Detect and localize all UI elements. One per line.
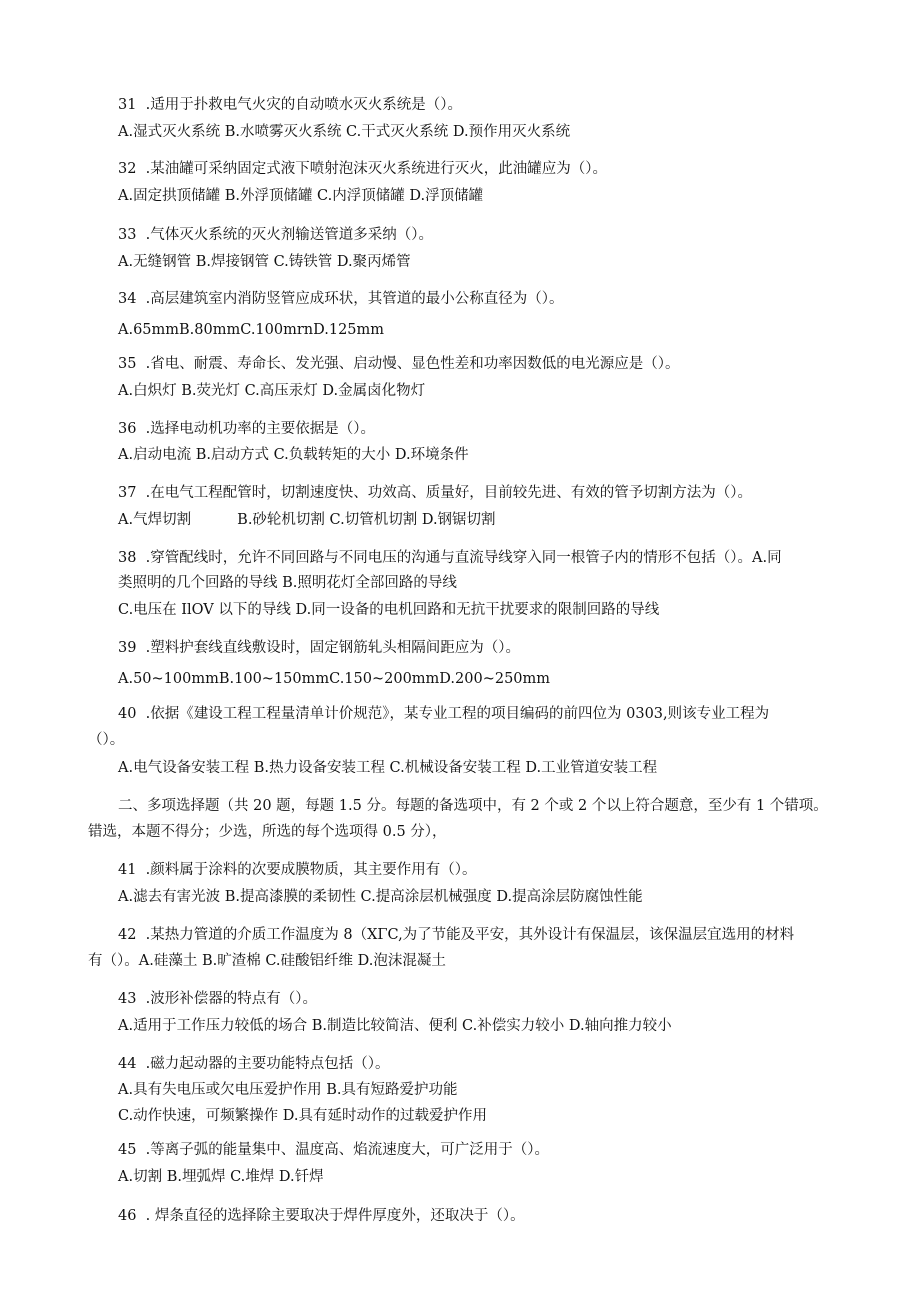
question-options: A.启动电流 B.启动方式 C.负载转矩的大小 D.环境条件	[118, 447, 469, 463]
question-options: A.滤去有害光波 B.提高漆膜的柔韧性 C.提高涂层机械强度 D.提高涂层防腐蚀性能	[118, 889, 643, 905]
question-stem: 40 .依据《建设工程工程量清单计价规范》，某专业工程的项目编码的前四位为 0303,则该专业工程为	[118, 706, 770, 722]
question-options: A.切割 B.埋弧焊 C.堆焊 D.钎焊	[118, 1169, 324, 1185]
question-options: C.动作快速，可频繁操作 D.具有延时动作的过载爱护作用	[118, 1108, 488, 1124]
question-stem: 39 .塑料护套线直线敷设时，固定钢筋轧头相隔间距应为（）。	[118, 640, 521, 656]
question-options: A.电气设备安装工程 B.热力设备安装工程 C.机械设备安装工程 D.工业管道安装工程	[118, 760, 658, 776]
question-stem: 46 . 焊条直径的选择除主要取决于焊件厚度外，还取决于（）。	[118, 1208, 525, 1224]
question-options: A.无缝钢管 B.焊接钢管 C.铸铁管 D.聚丙烯管	[118, 254, 411, 270]
question-options: C.电压在 IlOV 以下的导线 D.同一设备的电机回路和无抗干扰要求的限制回路的导线	[118, 602, 660, 618]
question-options: A.50~100mmB.100~150mmC.150~200mmD.200~250mm	[118, 671, 551, 687]
question-options: A.湿式灭火系统 B.水喷雾灭火系统 C.干式灭火系统 D.预作用灭火系统	[118, 124, 571, 140]
question-options: A.65mmB.80mmC.100mrnD.125mm	[118, 322, 385, 338]
question-stem-continued: 有（）。A.硅藻土 B.旷渣棉 C.硅酸铝纤维 D.泡沫混凝土	[88, 953, 446, 969]
question-options: A.适用于工作压力较低的场合 B.制造比较简洁、便利 C.补偿实力较小 D.轴向推力较小	[118, 1018, 672, 1034]
section-heading: 二、多项选择题（共 20 题，每题 1.5 分。每题的备选项中，有 2 个或 2 个以上符合题意，至少有 1 个错项。	[118, 798, 828, 814]
question-stem: 37 .在电气工程配管时，切割速度快、功效高、质量好，目前较先进、有效的管予切割方法为（）。	[118, 485, 753, 501]
question-stem: 32 .某油罐可采纳固定式液下喷射泡沫灭火系统进行灭火，此油罐应为（）。	[118, 161, 608, 177]
question-stem: 41 .颜料属于涂料的次要成膜物质，其主要作用有（）。	[118, 862, 477, 878]
question-stem: 42 .某热力管道的介质工作温度为 8（XΓC,为了节能及平安，其外设计有保温层，该保温层宜选用的材料	[118, 927, 795, 943]
question-stem: 38 .穿管配线时，允许不同回路与不同电压的沟通与直流导线穿入同一根管子内的情形不包括（）。A.同	[118, 550, 782, 566]
question-stem: 33 .气体灭火系统的灭火剂输送管道多采纳（）。	[118, 227, 434, 243]
question-options: A.气焊切割 B.砂轮机切割 C.切管机切割 D.钢锯切割	[118, 512, 496, 528]
question-stem: 31 .适用于扑救电气火灾的自动喷水灭火系统是（）。	[118, 97, 463, 113]
section-heading-continued: 错选，本题不得分；少选，所选的每个选项得 0.5 分），	[88, 824, 447, 840]
question-stem-continued: （）。	[88, 732, 125, 748]
question-stem: 45 .等离子弧的能量集中、温度高、焰流速度大，可广泛用于（）。	[118, 1142, 550, 1158]
question-stem: 36 .选择电动机功率的主要依据是（）。	[118, 421, 376, 437]
question-stem: 35 .省电、耐震、寿命长、发光强、启动慢、显色性差和功率因数低的电光源应是（）。	[118, 356, 680, 372]
question-options: A.固定拱顶储罐 B.外浮顶储罐 C.内浮顶储罐 D.浮顶储罐	[118, 188, 484, 204]
question-stem: 34 .高层建筑室内消防竖管应成环状，其管道的最小公称直径为（）。	[118, 291, 564, 307]
question-stem-continued: 类照明的几个回路的导线 B.照明花灯全部回路的导线	[118, 575, 457, 591]
question-options: A.具有失电压或欠电压爱护作用 B.具有短路爱护功能	[118, 1082, 458, 1098]
question-options: A.白炽灯 B.荧光灯 C.高压汞灯 D.金属卤化物灯	[118, 383, 426, 399]
question-stem: 43 .波形补偿器的特点有（）。	[118, 991, 318, 1007]
question-stem: 44 .磁力起动器的主要功能特点包括（）。	[118, 1056, 390, 1072]
